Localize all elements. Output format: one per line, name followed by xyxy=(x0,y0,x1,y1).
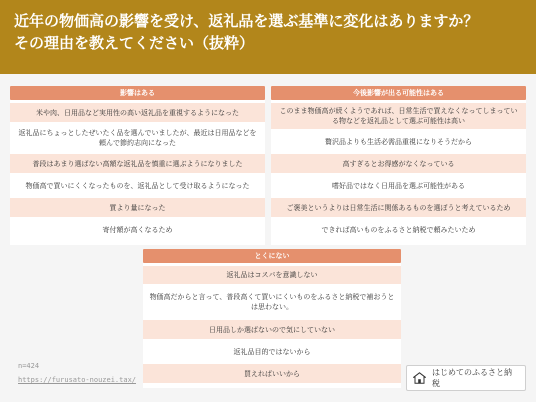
list-item: 返礼品はコスパを意識しない xyxy=(143,266,401,284)
list-item: できれば高いものをふるさと納税で頼みたいため xyxy=(271,220,526,239)
panel-future-impact-title: 今後影響が出る可能性はある xyxy=(271,86,526,100)
brand-logo xyxy=(406,365,526,391)
panel-no-impact xyxy=(143,249,401,388)
list-item: 物価高だからと言って、普段高くて買いにくいものをふるさと納税で補おうとは思わない。 xyxy=(143,287,401,317)
brand-name: はじめてのふるさと納税 xyxy=(432,368,512,388)
sample-size: n=424 xyxy=(18,362,40,370)
page-title: 近年の物価高の影響を受け、返礼品を選ぶ基準に変化はありますか？ その理由を教えてください（抜粋） xyxy=(14,12,479,52)
list-item: 高すぎるとお得感がなくなっている xyxy=(271,154,526,173)
panel-no-impact-title: とくにない xyxy=(143,249,401,263)
header-banner xyxy=(0,0,536,74)
list-item: 返礼品にちょっとしたぜいたく品を選んでいましたが、最近は日用品などを頼んで節約志向になった xyxy=(10,125,265,151)
list-item: 日用品しか選ばないので気にしていない xyxy=(143,320,401,339)
house-logo-icon xyxy=(413,372,426,384)
list-item: このまま物価高が続くようであれば、日常生活で買えなくなってしまっている物などを返礼品として選ぶ可能性は高い xyxy=(271,103,526,129)
panel-future-impact xyxy=(271,86,526,245)
panel-affected xyxy=(10,86,265,245)
list-item: 返礼品目的ではないから xyxy=(143,342,401,361)
list-item: 寄付額が高くなるため xyxy=(10,220,265,239)
list-item: 普段はあまり選ばない高額な返礼品を慎重に選ぶようになりました xyxy=(10,154,265,173)
panel-affected-title: 影響はある xyxy=(10,86,265,100)
list-item: 買えればいいから xyxy=(143,364,401,383)
source-link[interactable]: https://furusato-nouzei.tax/ xyxy=(18,376,137,384)
list-item: 嗜好品ではなく日用品を選ぶ可能性がある xyxy=(271,176,526,195)
list-item: ご褒美というよりは日常生活に関係あるものを選ぼうと考えているため xyxy=(271,198,526,217)
list-item: 贅沢品よりも生活必需品重視になりそうだから xyxy=(271,132,526,151)
list-item: 物価高で買いにくくなったものを、返礼品として受け取るようになった xyxy=(10,176,265,195)
list-item: 質より量になった xyxy=(10,198,265,217)
list-item: 米や肉、日用品など実用性の高い返礼品を重視するようになった xyxy=(10,103,265,122)
